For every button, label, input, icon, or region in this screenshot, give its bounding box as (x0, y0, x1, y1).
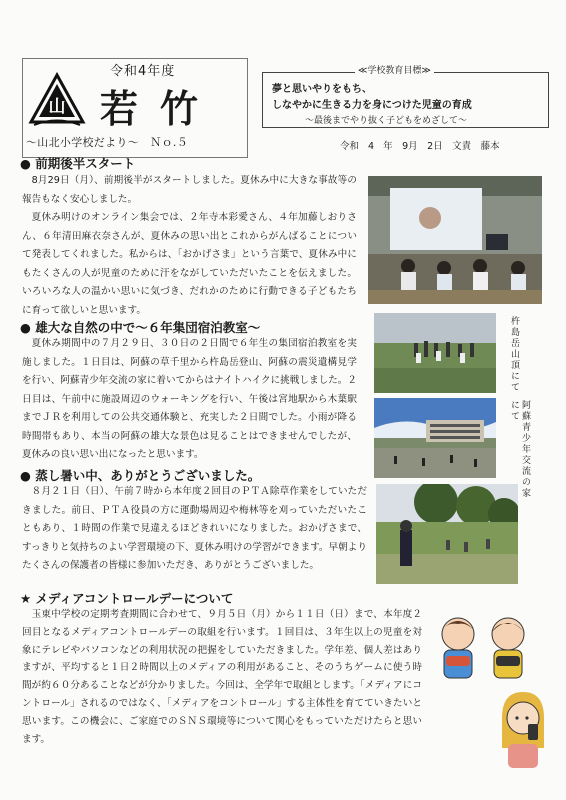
issue-date: 令和 4 年 9月 2日 文責 藤本 (340, 141, 500, 152)
school-goal-line: しなやかに生きる力を身につけた児童の育成 (272, 100, 472, 111)
paragraph: 8月29日（月）、前期後半がスタートしました。夏休み中に大きな事故等の報告もなく安心しました。 (22, 175, 357, 205)
mountain-summit-photo (374, 313, 496, 393)
school-goal-motto: 〜最後までやり抜く子どもをめざして〜 (305, 116, 468, 126)
youth-center-photo (374, 398, 496, 478)
weeding-work-photo (376, 484, 518, 584)
svg-text:山: 山 (48, 97, 66, 117)
section-body (22, 335, 357, 465)
paragraph: 夏休み明けのオンライン集会では、２年寺本彩愛さん、４年加藤しおりさん、６年清田麻衣奈さんが、夏休みの思い出とこれからがんばることについて発表してくれました。私からは、「おかげさま」という言葉で、夏休み中にもたくさんの人が児童のために汗をながしていただいたことを伝えました。いろいろな人の温かい思いに気づき、だれかのために行動できる子どもたちに育って欲しいと思います。 (22, 212, 357, 316)
newsletter-subtitle: 〜山北小学校だより〜 Ｎｏ.５ (26, 136, 188, 149)
school-goal-line: 夢と思いやりをもち、 (272, 84, 372, 95)
section-body (22, 172, 357, 320)
photo-caption: 阿蘇青少年交流の家にて (509, 400, 530, 499)
children-gaming-illustration (426, 610, 546, 690)
newsletter-title: 若竹 (100, 86, 221, 131)
section-heading: ● 蒸し暑い中、ありがとうございました。 (20, 468, 261, 483)
paragraph: 夏休み期間中の７月２９日、３０日の２日間で６年生の集団宿泊教室を実施しました。１日目は、阿蘇の草千里から杵島岳登山、阿蘇の震災遺構見学を行い、阿蘇青少年交流の家に着いてからはナイトハイクに挑戦しました。２日目は、午前中に施設周辺のウォーキングを行い、午後は宮地駅から木葉駅までＪＲを利用しての公共交通体験と、充実した２日間でした。小雨が降る時間帯もあり、本当の阿蘇の雄大な景色は見ることはできませんでしたが、夏休みの良い思い出になったと思います。 (22, 338, 357, 460)
online-assembly-photo (368, 176, 542, 304)
section-body (22, 483, 367, 576)
section-heading: ● 前期後半スタート (20, 156, 136, 171)
fiscal-year: 令和4年度 (110, 64, 176, 79)
section-heading: ● 雄大な自然の中で〜６年集団宿泊教室〜 (20, 320, 261, 335)
photo-caption: 杵島岳山頂にて (509, 316, 519, 393)
paragraph: 玉東中学校の定期考査期間に合わせて、９月５日（月）から１１日（日）まで、本年度２回目となるメディアコントロールデーの取組を行います。１回目は、３年生以上の児童を対象にテレビやパソコンなどの利用状況の把握をしていただきました。学年差、個人差はありますが、平均すると１日２時間以上のメディアの利用があること、そのうちゲームに使う時間が約６０分あることなどが分かりました。今回は、全学年で取組とします。「メディアにコントロール」されるのではなく、「メディアをコントロール」する主体性を育てていきたいと思います。この機会に、ご家庭でのＳＮＳ環境等について関心をもっていただけたらと思います。 (22, 609, 422, 745)
school-emblem-icon (28, 72, 86, 130)
paragraph: ８月２１日（日）、午前７時から本年度２回目のＰＴＡ除草作業をしていただきました。前日、ＰＴＡ役員の方に運動場周辺や梅林等を刈っていただいたこともあり、１時間の作業で見違えるほどきれいになりました。おかげさまで、すっきりと気持ちのよい学習環境の下、夏休み明けの学習ができます。早朝よりたくさんの保護者の皆様に参加いただき、ありがとうございました。 (22, 486, 367, 571)
school-goal-label: ≪学校教育目標≫ (355, 63, 434, 76)
section-body (22, 606, 422, 748)
section-heading: ★ メディアコントロールデーについて (20, 591, 234, 606)
girl-phone-illustration (494, 688, 552, 768)
